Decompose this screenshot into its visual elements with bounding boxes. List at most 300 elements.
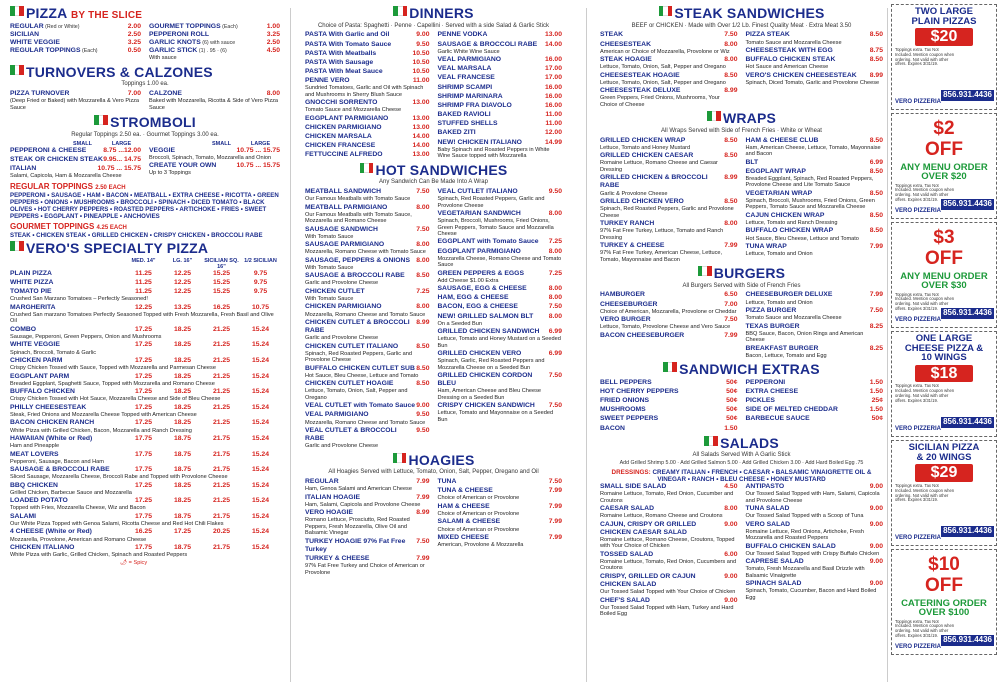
specialty-name: MEAT LOVERS <box>10 450 59 458</box>
menu-item-row <box>600 425 738 433</box>
menu-item-price: 16.00 <box>544 83 562 91</box>
coupon-logo: VERO PIZZERIA <box>895 535 942 542</box>
menu-item <box>438 56 563 64</box>
slice-item-row <box>149 31 280 39</box>
menu-item-price: 16.00 <box>544 101 562 109</box>
menu-item-description: Lettuce, Tomato, Onion, Salt, Pepper and Oregano <box>305 388 408 401</box>
menu-item-name: BUFFALO CHICKEN CUTLET SUB <box>305 364 415 372</box>
menu-item-price: 1.50 <box>869 378 883 386</box>
menu-item-description: Our Tossed Salad Topped with a Scoop of Tuna <box>745 513 864 520</box>
menu-item <box>600 597 738 618</box>
menu-item-name: PENNE VODKA <box>437 31 488 39</box>
menu-item-price: 8.50 <box>724 136 738 144</box>
menu-item-description: Lettuce, Tomato, Provolone Cheese and Vero Sauce <box>600 324 731 331</box>
specialty-price: 15.24 <box>251 357 269 365</box>
menu-item <box>438 74 563 82</box>
menu-item-row <box>746 323 884 331</box>
menu-item-row <box>746 168 884 176</box>
menu-item-row <box>305 411 430 419</box>
menu-item-description: Ham, Genoa Salami and American Cheese <box>305 486 412 493</box>
slice-item-label: REGULAR <box>10 22 44 30</box>
menu-item-price: 8.00 <box>548 285 562 293</box>
menu-item <box>600 242 738 263</box>
menu-item-name: STEAK HOAGIE <box>600 56 652 64</box>
specialty-name: BUFFALO CHICKEN <box>10 388 75 396</box>
menu-item-description: Spinach, Broccoli, Mushrooms, Fried Onions, Green Peppers, Tomato Sauce and Mozzarella Cheese <box>745 197 875 211</box>
menu-item <box>438 478 563 486</box>
menu-item-price: 10.75 ... 15.75 <box>236 146 280 154</box>
slice-item-note: (1) . 95 · (6) <box>197 48 227 55</box>
menu-item-row <box>600 31 738 39</box>
specialty-row <box>10 544 280 552</box>
coupon-phone: 856.931.4436 <box>943 635 992 645</box>
menu-item-name: BACON, EGG & CHEESE <box>437 303 518 311</box>
specialty-row <box>10 435 280 443</box>
coupon-headline: TWO LARGE <box>914 6 974 17</box>
menu-item-name: EGGPLANT with Tomato Sauce <box>437 238 539 246</box>
menu-item-name: HAMBURGER <box>600 291 645 299</box>
menu-item-name: GRILLED CHICKEN VERO <box>437 350 522 358</box>
coupon-logo: VERO PIZZERIA <box>895 317 942 324</box>
menu-item-name: EGGPLANT WRAP <box>745 167 806 175</box>
burgers-header <box>600 266 883 282</box>
specialty-header <box>10 241 280 257</box>
menu-item <box>149 147 280 162</box>
menu-item <box>305 77 430 98</box>
menu-item-price: 8.50 <box>724 152 738 160</box>
menu-item-price: 7.99 <box>416 493 430 501</box>
menu-item <box>600 291 738 299</box>
specialty-item <box>10 466 280 481</box>
pizza-slice-title: PIZZA <box>26 5 67 21</box>
menu-item-price: 9.00 <box>724 596 738 604</box>
specialty-price: 21.75 <box>212 450 230 458</box>
slice-item-row <box>10 23 141 31</box>
menu-item <box>600 521 738 550</box>
menu-item-price: 6.99 <box>869 158 883 166</box>
menu-item-row <box>305 288 430 296</box>
coupon-offer: & 20 WINGS <box>916 451 972 463</box>
menu-item-name: VEAL CUTLET with Tomato Sauce <box>305 402 416 410</box>
menu-item-price: 8.00 <box>724 56 738 64</box>
regular-toppings-list: PEPPERONI • SAUSAGE • HAM • BACON • MEATBALL • EXTRA CHEESE • RICOTTA • GREEN PEPPERS • ONIONS • MUSHROOMS • BROCCOLI • SPINACH • DICED TOMATO • BLACK OLIVES • HOT CHERRY PEPPERS • ROASTED PEPPERS • ARTICHOKE • FRIES • SWEET PEPPERS • EGGPLANT • PINEAPPLE • ANCHOVIES <box>10 191 279 221</box>
specialty-price: 21.25 <box>212 372 230 380</box>
menu-item <box>438 248 563 269</box>
menu-item-row <box>438 74 563 82</box>
menu-item-description: Garlic White Wine Sauce <box>437 48 500 55</box>
turnovers-header <box>10 65 280 81</box>
specialty-description: Sliced Sausage, Mozzarella Cheese, Broccoli Rabe and Topped with Provolone Cheese <box>10 474 228 481</box>
menu-item-price: 50¢ <box>726 415 738 423</box>
menu-item-row <box>438 111 563 119</box>
menu-item <box>600 152 738 173</box>
specialty-price: 15.24 <box>251 497 269 505</box>
wraps-list <box>600 137 883 264</box>
specialty-item <box>10 357 280 372</box>
menu-item-description: Spinach, Red Roasted Peppers, Garlic and Provolone Cheese <box>437 196 545 209</box>
menu-item-name: GRILLED CHICKEN VERO <box>600 197 684 205</box>
coupon-headline: $2 OFF <box>924 118 963 161</box>
menu-item-price: 10.50 <box>412 68 430 76</box>
specialty-name: SAUSAGE & BROCCOLI RABE <box>10 466 110 474</box>
coupon-fine-print: Toppings extra. Tax Not Included. Mention coupon when ordering. Not valid with other offers. Expires 3/31/19. <box>895 482 955 503</box>
menu-item-row <box>305 41 430 49</box>
menu-item <box>600 198 738 219</box>
menu-item-description: Mozzarella, Romano Cheese with Tomato Sauce <box>305 249 426 256</box>
specialty-item <box>10 497 280 512</box>
specialty-item <box>10 388 280 403</box>
regular-toppings-title: REGULAR TOPPINGS <box>10 181 93 191</box>
menu-item <box>746 379 884 387</box>
menu-item-name: CHICKEN CUTLET ITALIANO <box>305 342 399 350</box>
menu-item-row <box>438 270 563 278</box>
menu-item-row <box>746 159 884 167</box>
specialty-price: 17.75 <box>134 450 152 458</box>
menu-item-description: Lettuce, Tomato, Onion, Salt, Pepper and Oregano <box>600 64 726 71</box>
menu-item-price: 9.50 <box>416 411 430 419</box>
menu-item-name: SHRIMP MARINARA <box>437 92 503 100</box>
menu-item-name: CHEESESTEAK <box>600 40 651 48</box>
menu-item-price: 8.00 <box>724 505 738 513</box>
specialty-price: 15.24 <box>251 528 269 536</box>
menu-item-name: GRILLED CHICKEN CAESAR <box>600 152 694 160</box>
menu-item-row <box>746 56 884 64</box>
menu-item-name: SMALL SIDE SALAD <box>600 483 667 491</box>
menu-item-row <box>746 137 884 145</box>
menu-item-price: 8.50 <box>416 364 430 372</box>
menu-item-name: TUNA SALAD <box>745 505 790 513</box>
menu-item-description: American, Provolone & Mozzarella <box>437 542 524 549</box>
menu-item-row <box>438 248 563 256</box>
menu-item-description: Romaine Lettuce, Romano Cheese and Croutons <box>600 513 723 520</box>
menu-item-price: 8.99 <box>724 174 738 182</box>
menu-item-description: Mozzarella Cheese, Romano Cheese and Tomato Sauce <box>437 255 562 269</box>
menu-item-price: 7.50 <box>416 187 430 195</box>
menu-item-name: VERO HOAGIE <box>305 509 353 517</box>
menu-item-price: 16.00 <box>544 56 562 64</box>
menu-item <box>438 328 563 349</box>
turnover-row <box>149 90 280 98</box>
menu-item-name: CHICKEN CUTLET HOAGIE <box>305 380 394 388</box>
specialty-name: WHITE VEGGIE <box>10 341 60 349</box>
menu-item <box>438 102 563 110</box>
menu-item-row <box>600 505 738 513</box>
menu-item-price: 8.00 <box>416 256 430 264</box>
slice-item-note: (Each) <box>80 48 98 55</box>
specialty-size-label: 1/2 SICILIAN <box>244 257 277 264</box>
specialty-price: 17.25 <box>134 388 152 396</box>
menu-item-name: BELL PEPPERS <box>600 378 652 386</box>
hoagies-subtitle: All Hoagies Served with Lettuce, Tomato, Onion, Salt, Pepper, Oregano and Oil <box>328 469 539 476</box>
menu-item-name: SIDE OF MELTED CHEDDAR <box>745 406 838 414</box>
stromboli-large-label: LARGE <box>111 140 132 147</box>
slice-item-price: 3.25 <box>127 38 141 46</box>
menu-item-row <box>305 142 430 150</box>
specialty-price: 17.75 <box>134 512 152 520</box>
column-pizza <box>10 4 280 686</box>
menu-item-name: TURKEY RANCH <box>600 219 655 227</box>
specialty-price: 21.75 <box>212 512 230 520</box>
menu-item-description: Mozzarella, Romano Cheese and Tomato Sauce <box>305 311 426 318</box>
menu-item-name: PICKLES <box>745 397 775 405</box>
menu-item-price: 8.00 <box>416 241 430 249</box>
menu-item-price: 6.99 <box>548 328 562 336</box>
menu-item-row <box>10 147 141 155</box>
menu-item-row <box>305 343 430 351</box>
garlic-stick-note: With sauce <box>149 55 177 62</box>
menu-item-name: REGULAR <box>305 478 339 486</box>
specialty-row <box>10 304 280 312</box>
menu-item <box>10 165 141 180</box>
menu-item-price: 8.50 <box>416 272 430 280</box>
menu-item-description: Romaine Lettuce, Tomato, Red Onion, Cucumbers and Croutons <box>600 559 737 572</box>
menu-item-description: Garlic & Provolone Cheese <box>600 190 668 197</box>
specialty-price: 21.25 <box>212 481 230 489</box>
menu-item-price: 9.00 <box>869 520 883 528</box>
stromboli-small-label: SMALL <box>73 140 92 147</box>
menu-item-name: CAJUN, CRISPY OR GRILLED CHICKEN CAESAR SALAD <box>600 520 697 536</box>
menu-item-description: With Tomato Sauce <box>305 295 354 302</box>
menu-item-name: CHICKEN CUTLET & BROCCOLI RABE <box>305 318 410 335</box>
menu-item-price: 9.00 <box>869 483 883 491</box>
specialty-price: 17.25 <box>134 481 152 489</box>
menu-item-description: Green Peppers, Fried Onions, Mushrooms, Your Choice of Cheese <box>600 95 720 108</box>
specialty-price: 12.25 <box>134 303 152 311</box>
menu-item-price: 16.00 <box>544 92 562 100</box>
menu-item-name: PIZZA STEAK <box>745 31 790 39</box>
specialty-price: 21.75 <box>212 543 230 551</box>
menu-item-row <box>438 93 563 101</box>
menu-item <box>305 59 430 67</box>
dressings <box>600 469 883 483</box>
menu-item-row <box>305 204 430 212</box>
menu-item-name: MIXED CHEESE <box>437 534 489 542</box>
menu-item <box>305 380 430 401</box>
menu-item-name: HAM, EGG & CHEESE <box>437 294 509 302</box>
menu-item-description: Choice of American, Mozzarella, Provolone or Cheddar <box>600 308 737 315</box>
menu-item-row <box>305 380 430 388</box>
menu-item-description: Bacon, Lettuce, Tomato and Egg <box>745 352 827 359</box>
specialty-price: 17.25 <box>134 325 152 333</box>
menu-item <box>438 372 563 401</box>
specialty-description: Ham and Pineapple <box>10 443 60 450</box>
menu-item <box>438 238 563 246</box>
menu-item-price: 7.99 <box>548 487 562 495</box>
specialty-price: 17.75 <box>134 434 152 442</box>
coupon-phone: 856.931.4436 <box>943 526 992 536</box>
menu-item-price: 9.00 <box>724 572 738 580</box>
specialty-price: 18.25 <box>173 341 191 349</box>
italy-flag-icon <box>360 161 374 171</box>
menu-item-description: Choice of American or Provolone <box>437 526 520 533</box>
menu-item-price: 8.99 <box>724 87 738 95</box>
menu-item-name: GRILLED CHICKEN WRAP <box>600 136 686 144</box>
specialty-price: 21.25 <box>212 403 230 411</box>
turnover-item <box>10 90 141 112</box>
specialty-row <box>10 497 280 505</box>
specialty-price: 15.24 <box>251 481 269 489</box>
menu-item-row <box>746 212 884 220</box>
specialty-price: 10.75 <box>251 303 269 311</box>
italy-flag-icon <box>94 113 108 123</box>
hoagies-header <box>305 453 562 469</box>
menu-item-price: 14.00 <box>544 40 562 48</box>
turnovers-subtitle: Toppings 1.00 ea. <box>121 81 169 88</box>
specialty-price: 18.75 <box>173 434 191 442</box>
menu-item <box>438 350 563 371</box>
menu-item <box>600 425 738 433</box>
menu-item-name: FRIED ONIONS <box>600 397 650 405</box>
menu-item-name: CHEESESTEAK HOAGIE <box>600 71 680 79</box>
menu-item-price: 9.95... 14.75 <box>103 155 141 163</box>
specialty-price: 15.25 <box>212 279 230 287</box>
menu-item <box>600 72 738 87</box>
slice-item-name <box>149 39 235 47</box>
specialty-list <box>10 270 280 559</box>
specialty-price: 17.25 <box>134 372 152 380</box>
coupon-offer: ANY MENU ORDER OVER $20 <box>900 161 988 183</box>
specialty-row <box>10 288 280 296</box>
specialty-price: 15.24 <box>251 466 269 474</box>
menu-item <box>438 285 563 293</box>
menu-item-row <box>600 291 738 299</box>
menu-item-name: EXTRA CHEESE <box>745 387 799 395</box>
menu-item-description: 97% Fat Free Turkey, Lettuce, Tomato and Ranch Dressing <box>600 228 724 241</box>
menu-item-name: PASTA With Tomato Sauce <box>305 40 392 48</box>
menu-item-description: Tomato, Fresh Mozzarella and Basil Drizzle with Balsamic Vinaigrette <box>745 566 865 579</box>
menu-item <box>600 397 738 405</box>
menu-item-description: Tomato Sauce and Mozzarella Cheese <box>745 39 842 46</box>
specialty-price: 21.25 <box>212 497 230 505</box>
menu-item <box>746 159 884 167</box>
coupon <box>891 440 997 546</box>
gourmet-toppings-price: 4.25 EACH <box>96 224 127 231</box>
specialty-row <box>10 388 280 396</box>
menu-item-price: 7.99 <box>548 502 562 510</box>
salads-header <box>600 436 883 452</box>
menu-item-description: With Tomato Sauce <box>305 233 354 240</box>
menu-item-name: SHRIMP SCAMPI <box>437 83 493 91</box>
menu-item-price: 8.00 <box>416 203 430 211</box>
specialty-description: White Pizza with Garlic, Grilled Chicken, Spinach and Roasted Peppers <box>10 552 188 559</box>
menu-item-description: Sundried Tomatoes, Garlic and Oil with Spinach and Mushrooms in Sherry Blush Sauce <box>305 85 424 98</box>
coupon-logo: VERO PIZZERIA <box>895 426 942 433</box>
specialty-price: 17.25 <box>134 341 152 349</box>
menu-item-name: TEXAS BURGER <box>745 322 800 330</box>
turnover-description: (Deep Fried or Baked) with Mozzarella & Vero Pizza Sauce <box>10 98 140 111</box>
coupon-phone: 856.931.4436 <box>943 199 992 209</box>
slice-item-note: (Red or White) <box>43 23 80 30</box>
menu-item <box>305 343 430 364</box>
menu-item <box>305 226 430 241</box>
coupon-fine-print: Toppings extra. Tax Not Included. Mention coupon when ordering. Not valid with other offers. Expires 3/31/19. <box>895 383 955 403</box>
specialty-row <box>10 373 280 381</box>
wraps-title: WRAPS <box>722 110 777 127</box>
menu-item-price: 50¢ <box>726 378 738 386</box>
menu-item <box>438 487 563 502</box>
coupon-phone: 856.931.4436 <box>943 417 992 427</box>
menu-item-price: 11.00 <box>545 120 562 128</box>
salads-list <box>600 483 883 618</box>
menu-item <box>438 188 563 209</box>
coupon-price: $29 <box>915 464 974 482</box>
menu-item-row <box>438 328 563 336</box>
menu-item-row <box>305 402 430 410</box>
menu-item-price: 25¢ <box>871 397 883 405</box>
coupon <box>891 113 997 219</box>
menu-item <box>600 406 738 414</box>
menu-item-name: VERO SALAD <box>745 520 791 528</box>
menu-item-price: 6.50 <box>724 291 738 299</box>
coupon-offer: ANY MENU ORDER OVER $30 <box>900 270 988 292</box>
hoagies-title: HOAGIES <box>408 451 475 468</box>
menu-item-name: CHICKEN MARSALA <box>305 133 372 141</box>
menu-item <box>746 72 884 87</box>
wraps-subtitle: All Wraps Served with Side of French Fries · White or Wheat <box>661 127 822 134</box>
menu-item-price: 8.75 ...12.00 <box>103 146 141 154</box>
menu-item-name: SAUSAGE, PEPPERS & ONIONS <box>305 256 410 264</box>
menu-item-description: Garlic and Provolone Cheese <box>305 443 379 450</box>
menu-item-price: 8.50 <box>416 342 430 350</box>
menu-item-row <box>305 226 430 234</box>
menu-item-row <box>746 47 884 55</box>
menu-item <box>438 518 563 533</box>
menu-item-name: PASTA With Meat Sauce <box>305 68 383 76</box>
menu-item-row <box>438 402 563 410</box>
slice-item-price: 2.50 <box>266 38 280 46</box>
menu-item-description: Hot Sauce, Bleu Cheese, Lettuce and Tomato <box>305 372 419 379</box>
specialty-price: 18.25 <box>173 481 191 489</box>
specialty-price: 15.25 <box>212 288 230 296</box>
menu-item-name: HAM & CHEESE CLUB <box>745 136 819 144</box>
menu-item <box>305 99 430 114</box>
menu-item-description: Romano Lettuce, Prosciutto, Red Roasted Peppers, Fresh Mozzarella, Olive Oil and Balsamic Vinegar <box>305 517 410 537</box>
menu-item-row <box>305 77 430 85</box>
turnover-description: Baked with Mozzarella, Ricotta & Side of Vero Pizza Sauce <box>149 98 279 111</box>
slice-item-name <box>149 47 227 55</box>
specialty-name: HAWAIIAN (White or Red) <box>10 434 93 442</box>
specialty-price: 17.25 <box>134 419 152 427</box>
slice-item-price: 4.50 <box>266 47 280 55</box>
menu-item <box>305 124 430 132</box>
menu-item-description: Lettuce, Tomato and Onion <box>745 251 813 258</box>
specialty-item <box>10 288 280 303</box>
menu-item <box>305 204 430 225</box>
menu-item <box>305 303 430 318</box>
menu-item-description: On a Seeded Bun <box>437 320 482 327</box>
slice-item-name <box>10 47 98 55</box>
specialty-item <box>10 513 280 528</box>
menu-item <box>746 505 884 520</box>
menu-item-name: VERO BURGER <box>600 316 651 324</box>
menu-item-price: 7.25 <box>548 269 562 277</box>
menu-item-price: 8.75 <box>869 46 883 54</box>
specialty-description: Crushed San marzano Tomatoes Perfectly Seasoned Topped with Fresh Mozzarella, Fresh Basil and Olive Oil <box>10 312 274 325</box>
turnover-name: PIZZA TURNOVER <box>10 90 70 98</box>
menu-item-description: Spinach, Red Roasted Peppers, Garlic and Provolone Cheese <box>600 206 734 219</box>
menu-item-row <box>600 41 738 49</box>
menu-item-name: EGGPLANT PARMIGIANO <box>305 114 389 122</box>
menu-item <box>746 415 884 423</box>
menu-item-description: Our Famous Meatballs with Tomato Sauce <box>305 196 411 203</box>
slice-item-label: REGULAR TOPPINGS <box>10 47 81 55</box>
menu-item <box>438 313 563 328</box>
coupon-phone: 856.931.4436 <box>943 90 992 100</box>
menu-item-name: TURKEY HOAGIE 97% Fat Free Turkey <box>305 537 406 553</box>
menu-item-price: 8.99 <box>869 71 883 79</box>
menu-item <box>438 93 563 101</box>
specialty-name: PHILLY CHEESESTEAK <box>10 403 87 411</box>
